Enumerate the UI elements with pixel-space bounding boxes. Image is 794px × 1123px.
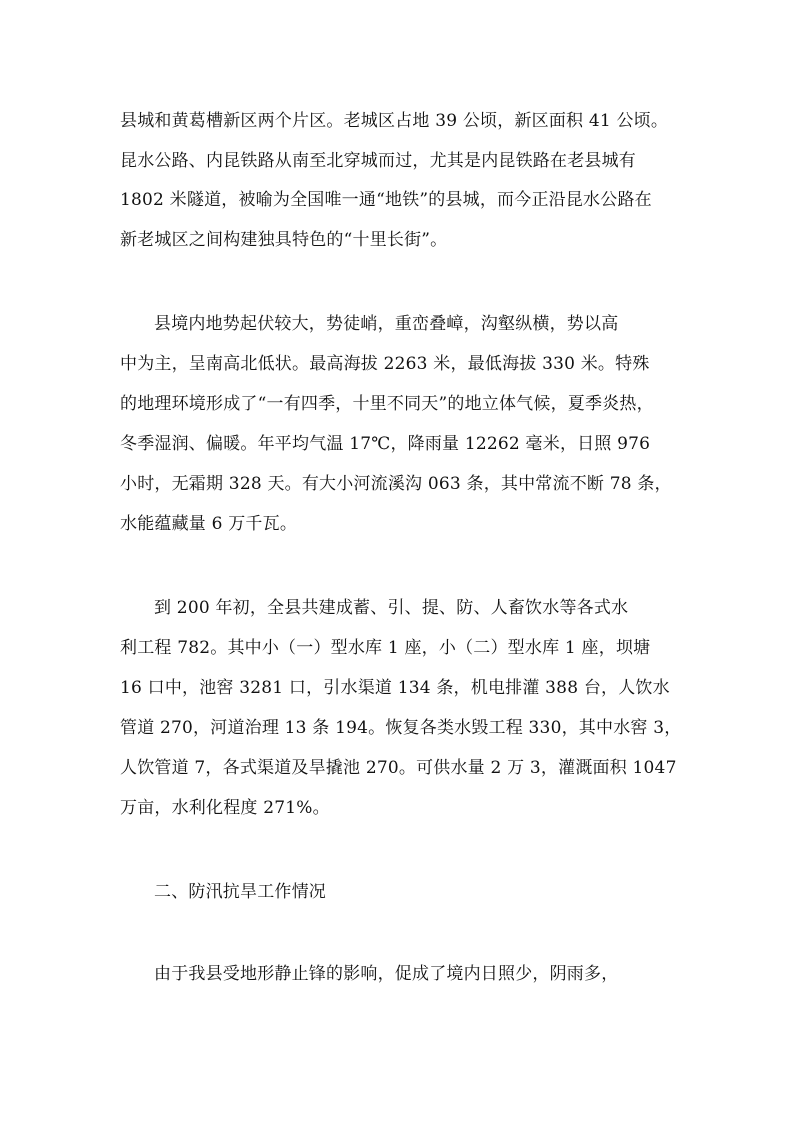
text-line: 县城和黄葛槽新区两个片区。老城区占地 39 公顷，新区面积 41 公顷。 — [120, 111, 669, 131]
text-line: 新老城区之间构建独具特色的“十里长街”。 — [120, 230, 448, 250]
text-line: 小时，无霜期 328 天。有大小河流溪沟 063 条，其中常流不断 78 条， — [120, 474, 672, 494]
text-line: 到 200 年初，全县共建成蓄、引、提、防、人畜饮水等各式水 — [154, 598, 629, 618]
text-line: 中为主，呈南高北低状。最高海拔 2263 米，最低海拔 330 米。特殊 — [120, 354, 650, 374]
text-line: 昆水公路、内昆铁路从南至北穿城而过，尤其是内昆铁路在老县城有 — [120, 151, 636, 171]
text-line: 水能蕴藏量 6 万千瓦。 — [120, 514, 298, 534]
text-line: 人饮管道 7，各式渠道及旱撬池 270。可供水量 2 万 3，灌溉面积 1047 — [120, 758, 677, 778]
text-line: 16 口中，池窖 3281 口，引水渠道 134 条，机电排灌 388 台，人饮水 — [120, 678, 670, 698]
text-line: 管道 270，河道治理 13 条 194。恢复各类水毁工程 330，其中水窖 3， — [120, 718, 682, 738]
text-line: 利工程 782。其中小（一）型水库 1 座，小（二）型水库 1 座，坝塘 — [120, 638, 651, 658]
text-line: 1802 米隧道，被喻为全国唯一通“地铁”的县城，而今正沿昆水公路在 — [120, 190, 652, 210]
text-line: 县境内地势起伏较大，势徒峭，重峦叠嶂，沟壑纵横，势以高 — [154, 314, 619, 334]
text-line: 冬季湿润、偏暖。年平均气温 17℃，降雨量 12262 毫米，日照 976 — [120, 434, 651, 454]
text-line: 万亩，水利化程度 271%。 — [120, 798, 330, 818]
section-heading: 二、防汛抗旱工作情况 — [154, 882, 326, 902]
text-line: 由于我县受地形静止锋的影响，促成了境内日照少，阴雨多， — [154, 964, 619, 984]
text-line: 的地理环境形成了“一有四季，十里不同天”的地立体气候，夏季炎热， — [120, 394, 654, 414]
